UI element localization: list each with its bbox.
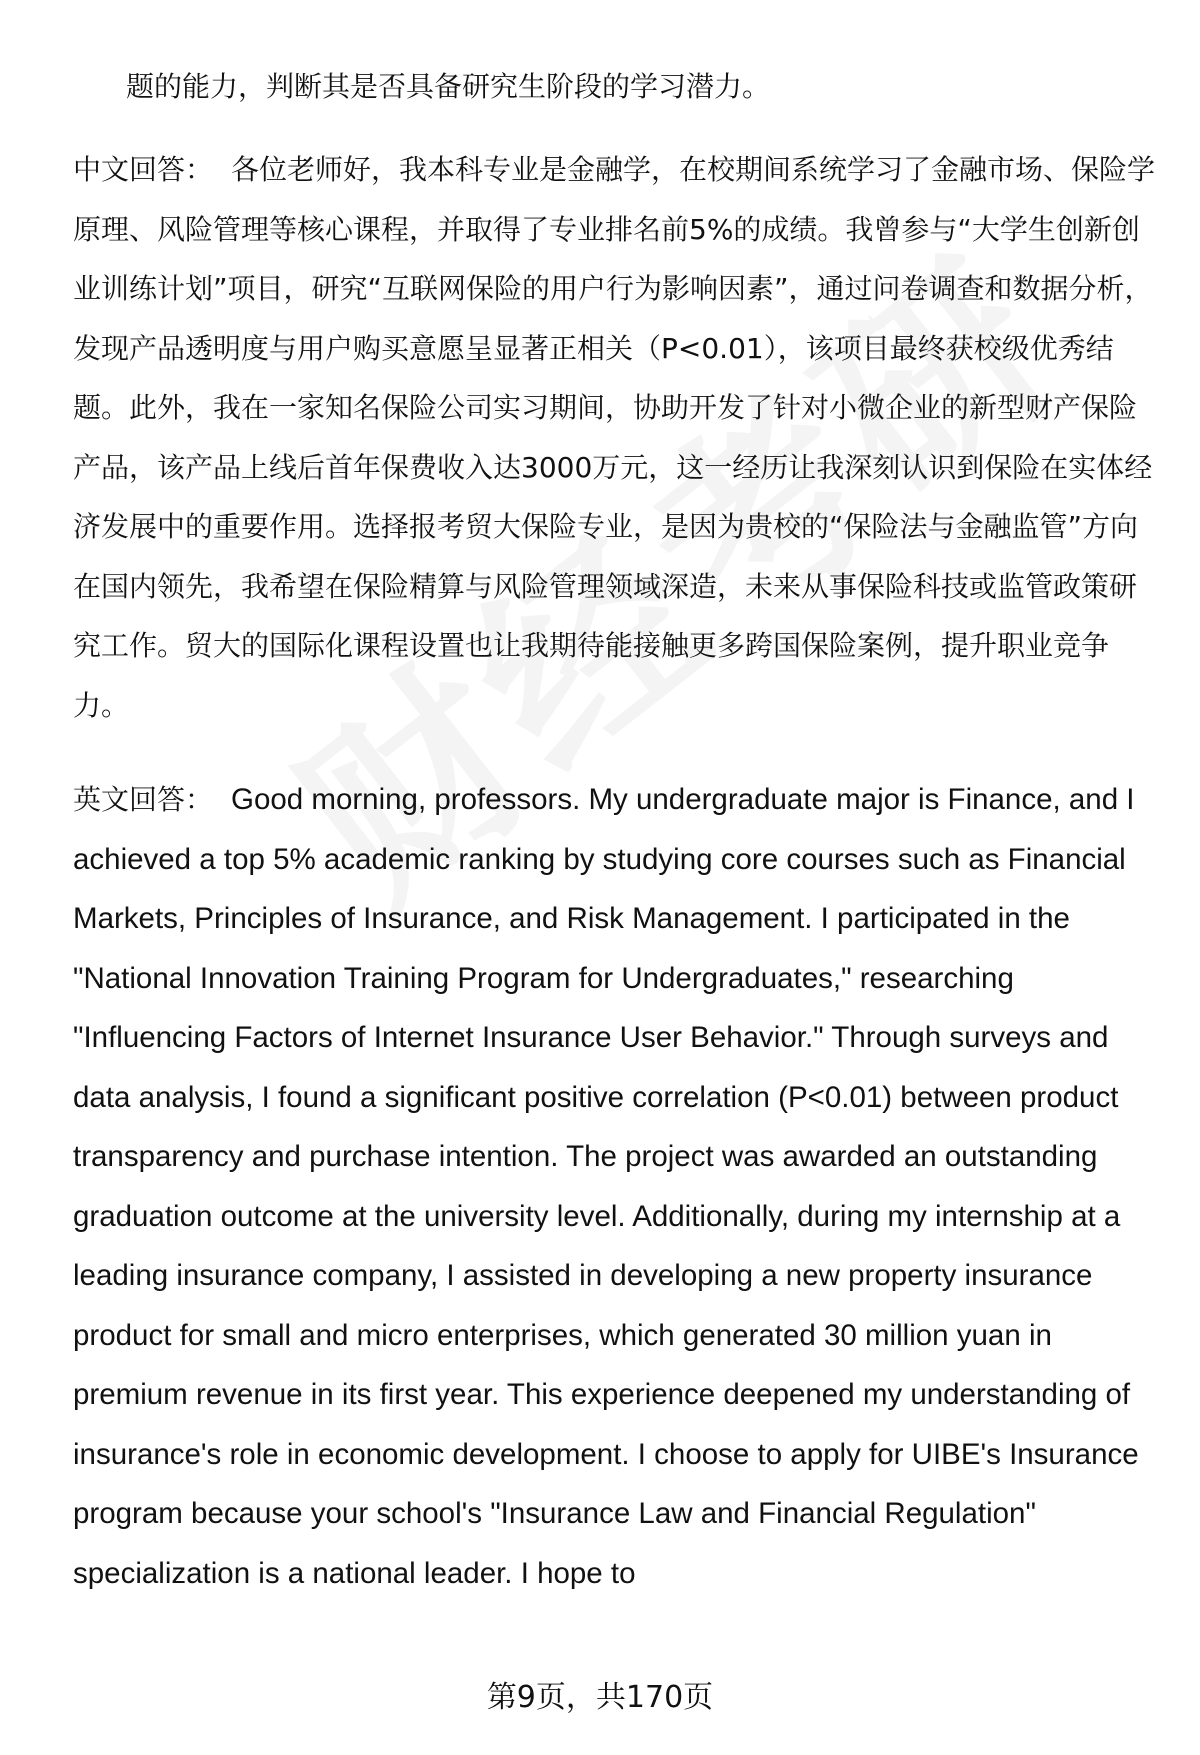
chinese-answer-paragraph: [73, 140, 1163, 735]
continuation-text: 题的能力，判断其是否具备研究生阶段的学习潜力。: [126, 70, 771, 103]
english-answer-text: Good morning, professors. My undergraduate major is Finance, and I achieved a top 5% academic ranking by studying core courses such as Financial Markets, Principles of Insurance, and Risk Management. I participated in the "National Innovation Training Program for Undergraduates," researching "Influencing Factors of Internet Insurance User Behavior." Through surveys and data analysis, I found a significant positive correlation (P<0.01) between product transparency and purchase intention. The project was awarded an outstanding graduation outcome at the university level. Additionally, during my internship at a leading insurance company, I assisted in developing a new property insurance product for small and micro enterprises, which generated 30 million yuan in premium revenue in its first year. This experience deepened my understanding of insurance's role in economic development. I choose to apply for UIBE's Insurance program because your school's "Insurance Law and Financial Regulation" specialization is a national leader. I hope to: [73, 783, 1139, 1590]
page-number: 第9页，共170页: [486, 1680, 714, 1715]
chinese-answer-label: 中文回答：: [73, 153, 214, 186]
english-answer-paragraph: [73, 770, 1163, 1603]
chinese-answer-text: 各位老师好，我本科专业是金融学，在校期间系统学习了金融市场、保险学原理、风险管理等核心课程，并取得了专业排名前5%的成绩。我曾参与“大学生创新创业训练计划”项目，研究“互联网保险的用户行为影响因素”，通过问卷调查和数据分析，发现产品透明度与用户购买意愿呈显著正相关（P<0.01），该项目最终获校级优秀结题。此外，我在一家知名保险公司实习期间，协助开发了针对小微企业的新型财产保险产品，该产品上线后首年保费收入达3000万元，这一经历让我深刻认识到保险在实体经济发展中的重要作用。选择报考贸大保险专业，是因为贵校的“保险法与金融监管”方向在国内领先，我希望在保险精算与风险管理领域深造，未来从事保险科技或监管政策研究工作。贸大的国际化课程设置也让我期待能接触更多跨国保险案例，提升职业竞争力。: [73, 153, 1156, 722]
english-answer-label: 英文回答：: [73, 783, 214, 816]
